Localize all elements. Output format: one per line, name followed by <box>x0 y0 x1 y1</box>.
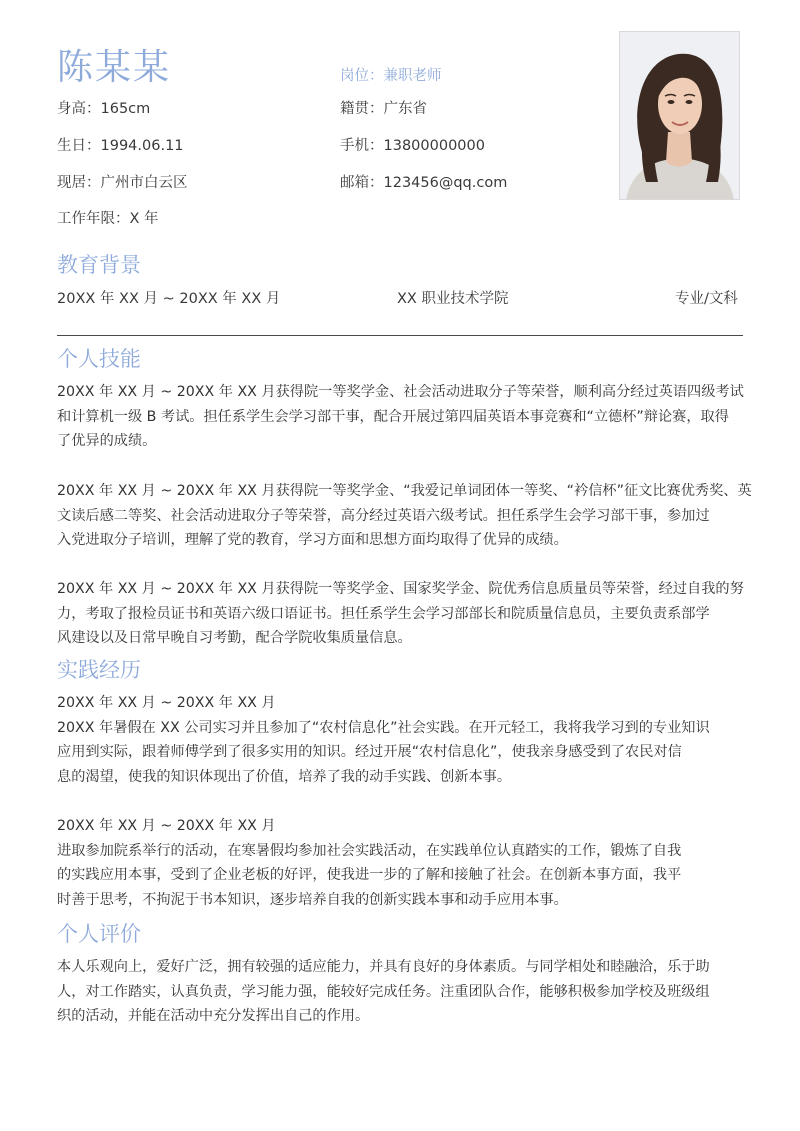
text-line: 20XX 年 XX 月 ~ 20XX 年 XX 月获得院一等奖学金、社会活动进取分子等荣誉，顺利高分经过英语四级考试 <box>57 384 744 400</box>
residence-field: 现居：广州市白云区 <box>57 175 188 191</box>
text-line: 入党进取分子培训，理解了党的教育，学习方面和思想方面均取得了优异的成绩。 <box>57 532 568 548</box>
text-line: 文读后感二等奖、社会活动进取分子等荣誉，高分经过英语六级考试。担任系学生会学习部干事，参加过 <box>57 507 710 524</box>
text-line: 的实践应用本事，受到了企业老板的好评，使我进一步的了解和接触了社会。在创新本事方面，我平 <box>57 867 682 883</box>
evaluation-section-title: 个人评价 <box>57 922 141 946</box>
text-line: 20XX 年暑假在 XX 公司实习并且参加了“农村信息化”社会实践。在开元轻工，我将我学习到的专业知识 <box>57 719 710 736</box>
evaluation-paragraph <box>57 955 747 1029</box>
email-field: 邮箱：123456@qq.com <box>340 175 508 191</box>
text-line: 进取参加院系举行的活动，在寒暑假均参加社会实践活动，在实践单位认真踏实的工作，锻炼了自我 <box>57 842 682 859</box>
education-school: XX 职业技术学院 <box>397 291 509 307</box>
text-line: 风建设以及日常早晚自习考勤，配合学院收集质量信息。 <box>57 630 412 646</box>
section-divider <box>57 335 743 336</box>
job-position: 岗位：兼职老师 <box>340 68 442 84</box>
phone-field: 手机：13800000000 <box>340 138 485 154</box>
portrait-icon <box>620 32 739 199</box>
skills-paragraph <box>57 479 752 553</box>
practice-entry <box>57 691 747 789</box>
practice-period: 20XX 年 XX 月 ~ 20XX 年 XX 月 <box>57 695 276 711</box>
text-line: 应用到实际，跟着师傅学到了很多实用的知识。经过开展“农村信息化”，使我亲身感受到了农民对信 <box>57 744 682 760</box>
practice-entry <box>57 814 747 912</box>
text-line: 息的渴望，使我的知识体现出了价值，培养了我的动手实践、创新本事。 <box>57 768 512 785</box>
text-line: 力，考取了报检员证书和英语六级口语证书。担任系学生会学习部部长和院质量信息员，主要负责系部学 <box>57 605 710 622</box>
text-line: 人，对工作踏实，认真负责，学习能力强，能较好完成任务。注重团队合作，能够积极参加学校及班级组 <box>57 983 710 1000</box>
text-line: 20XX 年 XX 月 ~ 20XX 年 XX 月获得院一等奖学金、“我爱记单词团体一等奖、“衿信杯”征文比赛优秀奖、英 <box>57 483 752 499</box>
education-major: 专业/文科 <box>675 291 738 307</box>
text-line: 织的活动，并能在活动中充分发挥出自己的作用。 <box>57 1008 370 1024</box>
practice-section-title: 实践经历 <box>57 658 141 682</box>
education-section-title: 教育背景 <box>57 253 141 277</box>
resume-name: 陈某某 <box>57 47 172 88</box>
skills-paragraph <box>57 577 747 651</box>
text-line: 20XX 年 XX 月 ~ 20XX 年 XX 月获得院一等奖学金、国家奖学金、院优秀信息质量员等荣誉，经过自我的努 <box>57 581 744 597</box>
text-line: 和计算机一级 B 考试。担任系学生会学习部干事，配合开展过第四届英语本事竞赛和“立德杯”辩论赛，取得 <box>57 408 729 425</box>
practice-period: 20XX 年 XX 月 ~ 20XX 年 XX 月 <box>57 818 276 834</box>
skills-paragraph <box>57 380 747 454</box>
birthday-field: 生日：1994.06.11 <box>57 138 184 154</box>
text-line: 本人乐观向上，爱好广泛，拥有较强的适应能力，并具有良好的身体素质。与同学相处和睦融洽，乐于助 <box>57 959 710 975</box>
native-place-field: 籍贯：广东省 <box>340 101 427 117</box>
work-years-field: 工作年限：X 年 <box>57 211 159 227</box>
text-line: 了优异的成绩。 <box>57 433 157 449</box>
education-period: 20XX 年 XX 月 ~ 20XX 年 XX 月 <box>57 291 281 307</box>
text-line: 时善于思考，不拘泥于书本知识，逐步培养自我的创新实践本事和动手应用本事。 <box>57 891 568 908</box>
portrait-photo <box>619 31 740 200</box>
skills-section-title: 个人技能 <box>57 347 141 371</box>
height-field: 身高：165cm <box>57 101 151 117</box>
